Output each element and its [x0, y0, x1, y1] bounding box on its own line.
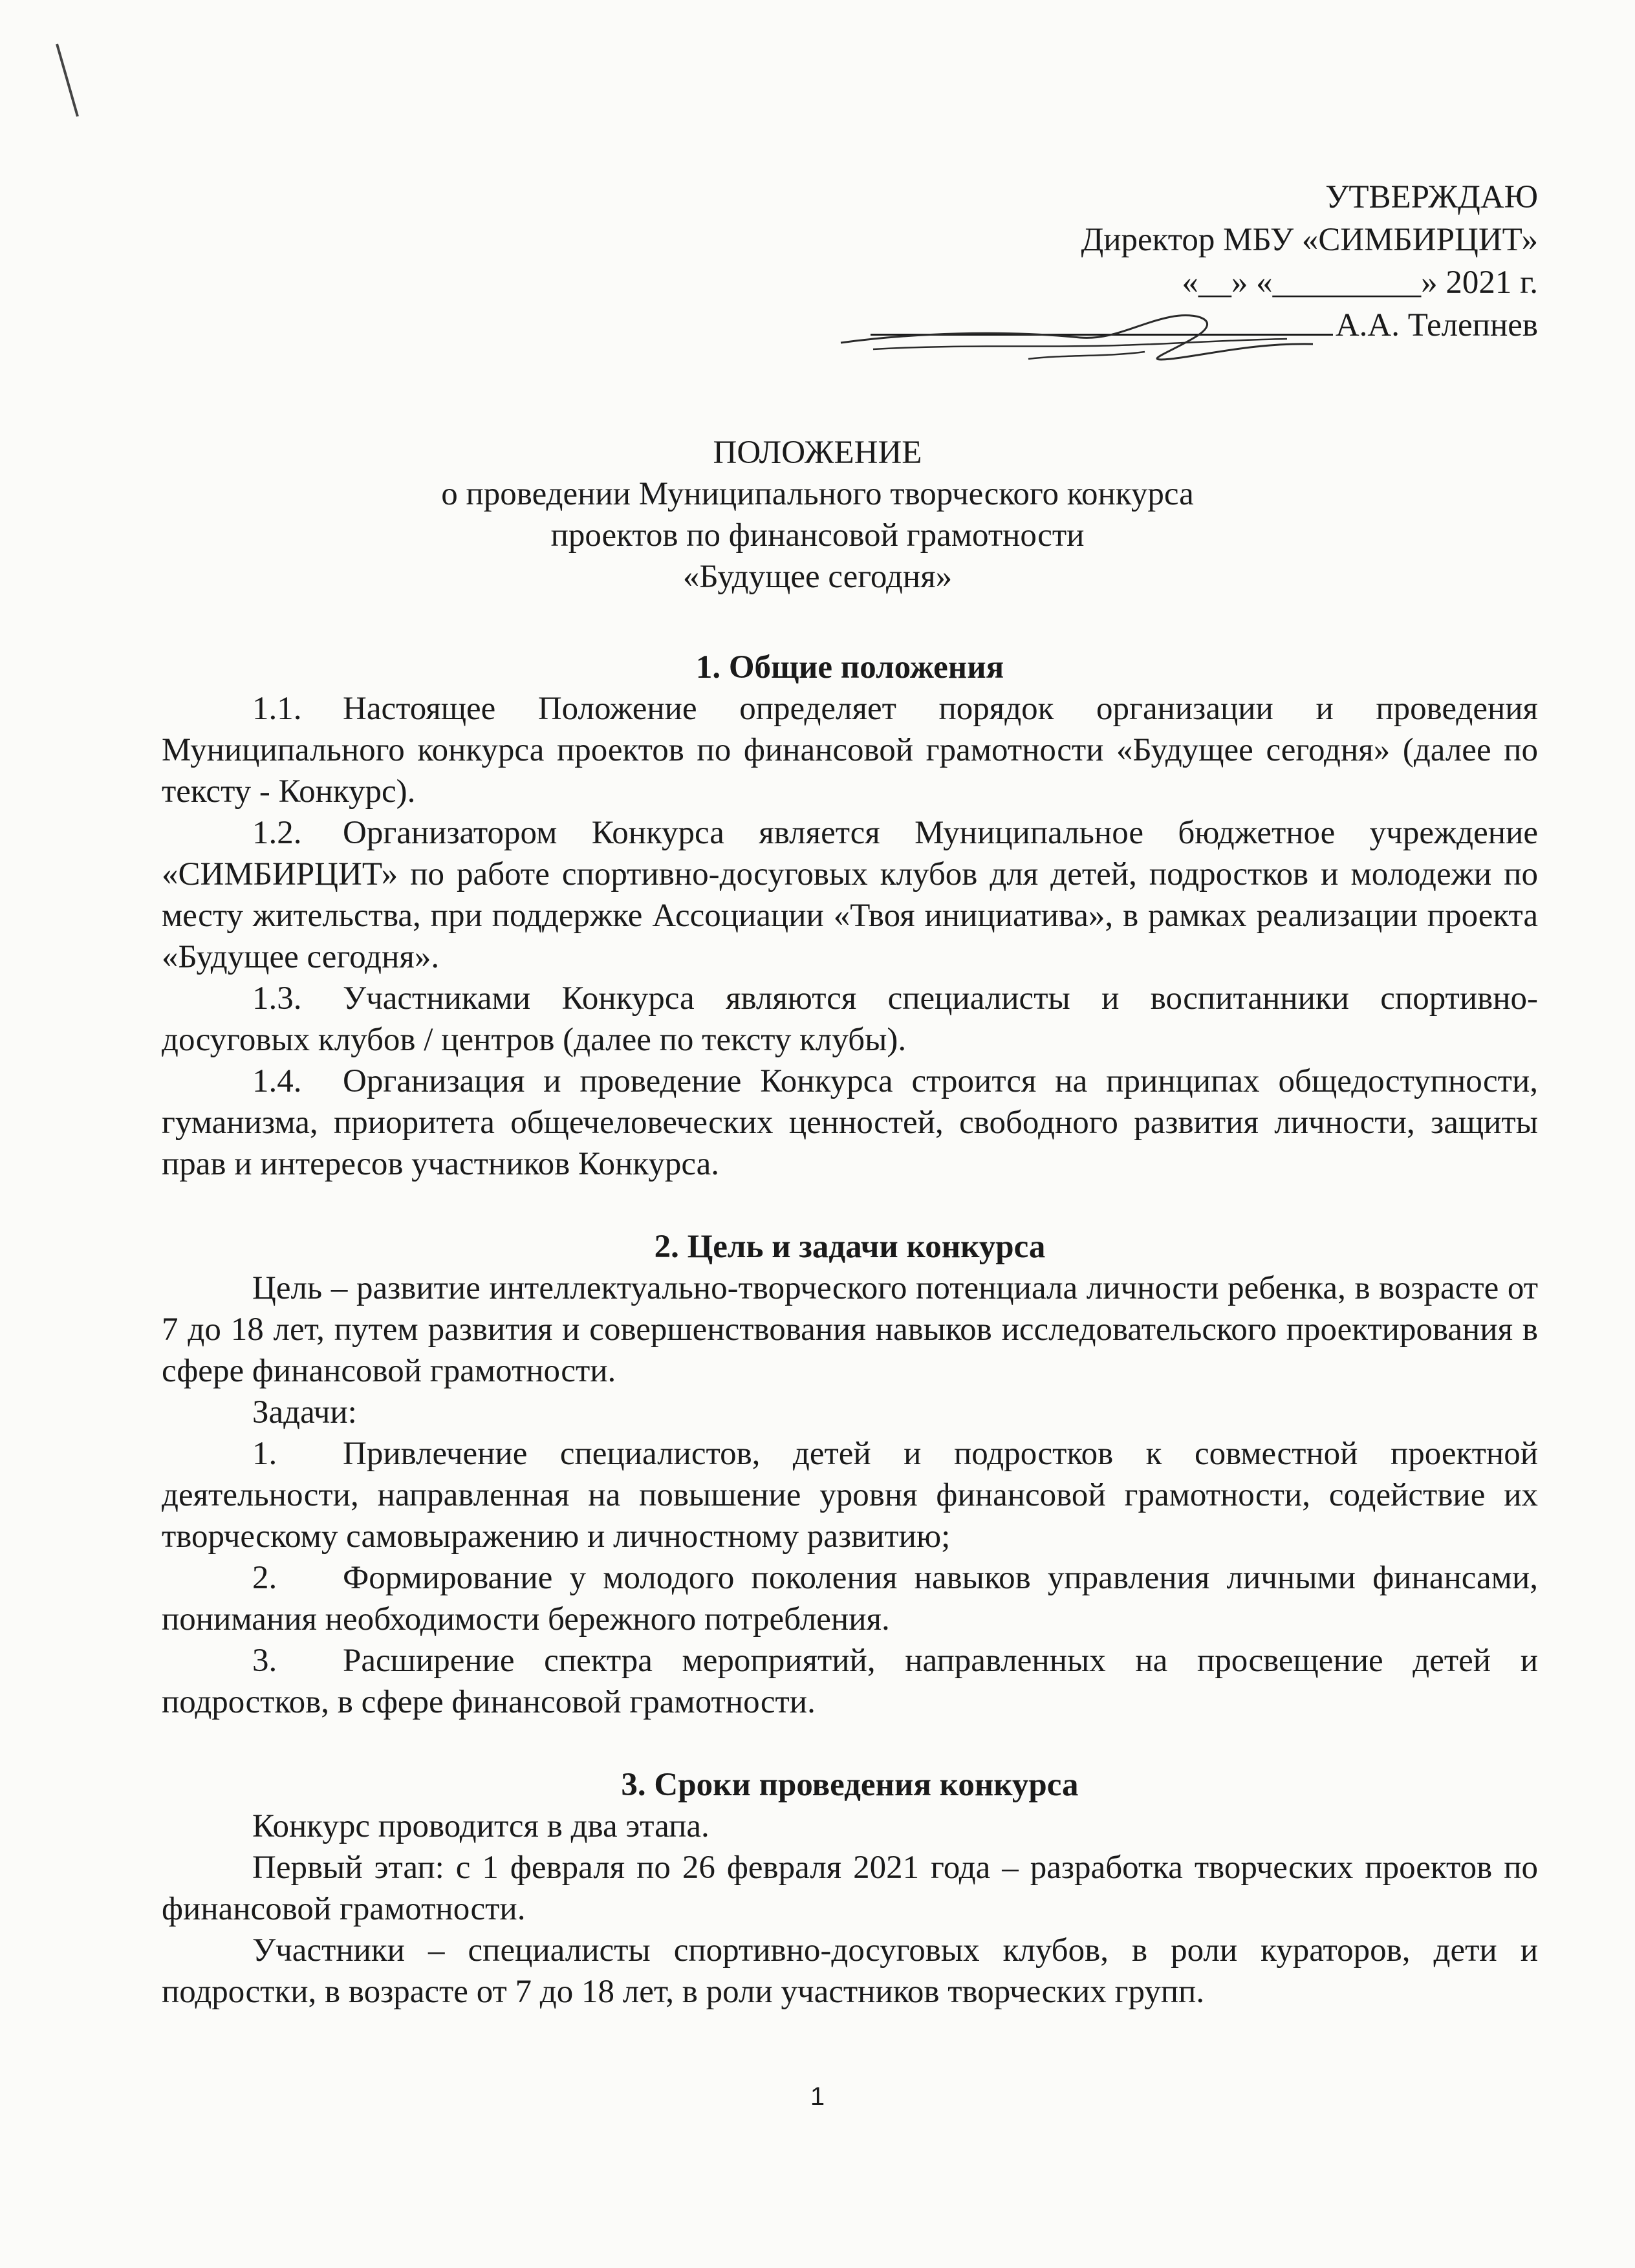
- task-number: 2.: [252, 1560, 277, 1596]
- section-heading-3: 3. Сроки проведения конкурса: [621, 1767, 1079, 1803]
- document-subtitle-2: проектов по финансовой грамотности: [550, 517, 1085, 554]
- schedule-paragraph-1: Конкурс проводится в два этапа.: [252, 1808, 709, 1844]
- approver-name: А.А. Телепнев: [1335, 307, 1538, 343]
- clause-text: Организатором Конкурса является Муниципальное бюджетное учреждение «СИМБИРЦИТ» по работе спортивно-досуговых клубов для детей, подростков и молодежи по месту жительства, при поддержке Ассоциации «Твоя инициатива», в рамках реализации проекта «Будущее сегодня».: [162, 815, 1538, 975]
- task-number: 1.: [252, 1436, 277, 1472]
- task-text: Привлечение специалистов, детей и подростков к совместной проектной деятельности, направленная на повышение уровня финансовой грамотности, содействие их творческому самовыражению и личностному развитию;: [162, 1436, 1538, 1555]
- task-number: 3.: [252, 1643, 277, 1679]
- handwritten-signature: [834, 297, 1326, 382]
- schedule-paragraph-3: Участники – специалисты спортивно-досуговых клубов, в роли кураторов, дети и подростки, в возрасте от 7 до 18 лет, в роли участников творческих групп.: [162, 1932, 1538, 2010]
- clause-text: Настоящее Положение определяет порядок организации и проведения Муниципального конкурса проектов по финансовой грамотности «Будущее сегодня» (далее по тексту - Конкурс).: [162, 691, 1538, 810]
- clause-number: 1.4.: [252, 1063, 302, 1099]
- task-2: [162, 1557, 1538, 1640]
- task-text: Расширение спектра мероприятий, направленных на просвещение детей и подростков, в сфере финансовой грамотности.: [162, 1643, 1538, 1720]
- clause-1-4: [162, 1061, 1538, 1185]
- clause-1-1: [162, 688, 1538, 812]
- scan-artifact-line: [45, 39, 84, 123]
- schedule-paragraph-2: Первый этап: с 1 февраля по 26 февраля 2021 года – разработка творческих проектов по финансовой грамотности.: [162, 1850, 1538, 1927]
- task-1: [162, 1433, 1538, 1557]
- document-title: ПОЛОЖЕНИЕ: [713, 435, 922, 471]
- clause-text: Организация и проведение Конкурса строится на принципах общедоступности, гуманизма, приоритета общечеловеческих ценностей, свободного развития личности, защиты прав и интересов участников Конкурса.: [162, 1063, 1538, 1182]
- approval-position: Директор МБУ «СИМБИРЦИТ»: [1081, 222, 1538, 258]
- task-3: [162, 1640, 1538, 1723]
- clause-number: 1.2.: [252, 815, 302, 851]
- clause-text: Участниками Конкурса являются специалисты и воспитанники спортивно-досуговых клубов / центров (далее по тексту клубы).: [162, 980, 1538, 1058]
- document-subtitle-3: «Будущее сегодня»: [682, 559, 953, 595]
- document-subtitle-1: о проведении Муниципального творческого конкурса: [441, 476, 1194, 512]
- approval-date: «__» «_________» 2021 г.: [1182, 265, 1538, 301]
- section-heading-1: 1. Общие положения: [695, 649, 1004, 686]
- document-title-block: [0, 432, 1635, 598]
- clause-1-2: [162, 812, 1538, 978]
- task-text: Формирование у молодого поколения навыков управления личными финансами, понимания необходимости бережного потребления.: [162, 1560, 1538, 1637]
- clause-number: 1.3.: [252, 980, 302, 1017]
- approval-heading: УТВЕРЖДАЮ: [1325, 179, 1538, 215]
- document-body: [162, 647, 1538, 2013]
- clause-1-3: [162, 978, 1538, 1061]
- section-heading-2: 2. Цель и задачи конкурса: [654, 1229, 1046, 1265]
- goal-paragraph: Цель – развитие интеллектуально-творческого потенциала личности ребенка, в возрасте от 7 до 18 лет, путем развития и совершенствования навыков исследовательского проектирования в сфере финансовой грамотности.: [162, 1270, 1538, 1389]
- clause-number: 1.1.: [252, 691, 302, 727]
- page-number: 1: [810, 2082, 825, 2111]
- tasks-label: Задачи:: [252, 1394, 357, 1431]
